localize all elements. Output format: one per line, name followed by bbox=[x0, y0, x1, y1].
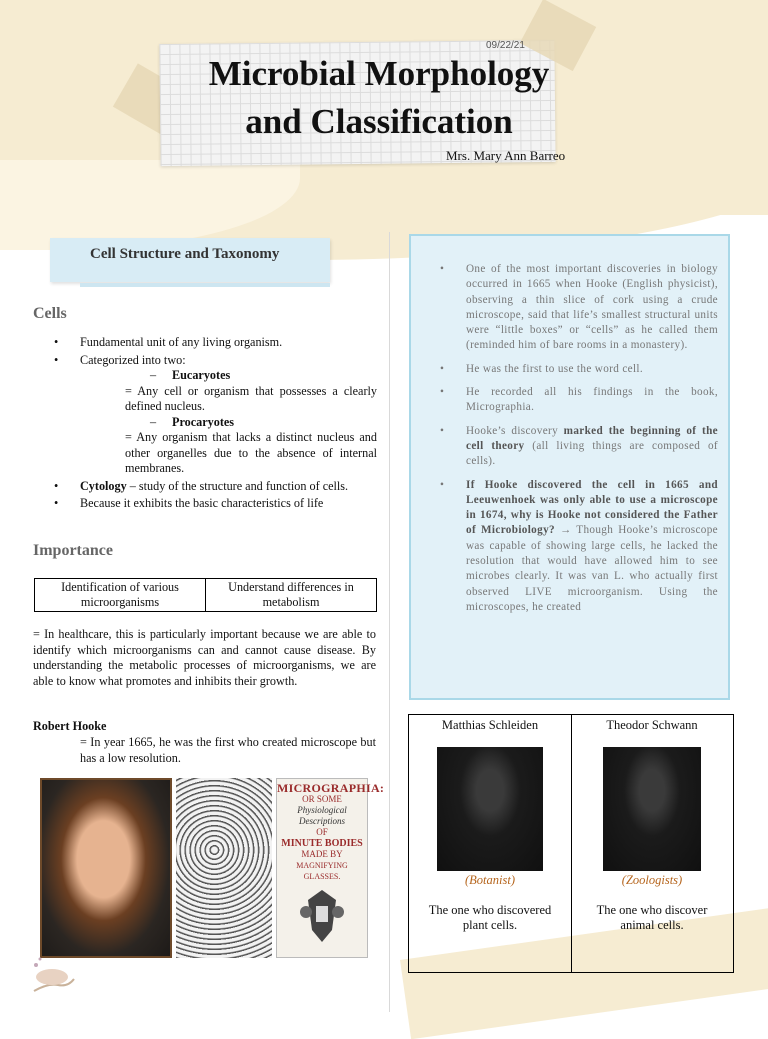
micrographia-line: MINUTE BODIES bbox=[281, 838, 363, 849]
section-tag-label: Cell Structure and Taxonomy bbox=[90, 246, 280, 262]
author: Mrs. Mary Ann Barreo bbox=[446, 148, 566, 163]
eucaryotes-term: Eucaryotes bbox=[172, 368, 231, 382]
crest-icon bbox=[292, 886, 352, 948]
importance-paragraph: = In healthcare, this is particularly important because we are able to identify which microorganisms can and cannot cause disease. By understanding the metabolic processes of microorganisms, we are able to know what promotes and inhibits their growth. bbox=[33, 627, 376, 688]
micrographia-line: MADE BY bbox=[301, 849, 343, 859]
importance-table bbox=[34, 578, 377, 612]
info-list bbox=[428, 262, 718, 623]
hooke-portrait bbox=[40, 778, 172, 958]
scientist-column bbox=[571, 715, 733, 972]
scientist-role: (Botanist) bbox=[465, 873, 515, 887]
section-tag-underline bbox=[80, 283, 330, 287]
micrographia-line: OR SOME bbox=[302, 794, 342, 804]
schwann-portrait bbox=[603, 747, 701, 871]
procaryotes-term: Procaryotes bbox=[172, 414, 235, 429]
date: 09/22/21 bbox=[486, 40, 525, 51]
hooke-images bbox=[40, 778, 385, 958]
scientists-table bbox=[408, 714, 734, 973]
title-line-2: and Classification bbox=[245, 102, 513, 141]
list-item: • One of the most important discoveries in biology occurred in 1665 when Hooke (English physicist), observing a thin slice of cork using a crude microscope, said that life’s smallest structural units were “little boxes” or “cells” as he called them (reminded him of bare rooms in a monastery). bbox=[428, 262, 718, 354]
list-item: • He recorded all his findings in the book, Micrographia. bbox=[428, 385, 718, 416]
importance-heading: Importance bbox=[33, 542, 113, 559]
micrographia-title: MICROGRAPHIA: bbox=[277, 781, 385, 795]
title-line-1: Microbial Morphology bbox=[208, 54, 550, 93]
scientist-name: Theodor Schwann bbox=[606, 718, 698, 732]
eucaryotes-desc: = Any cell or organism that possesses a clearly defined nucleus. bbox=[125, 383, 377, 413]
cytology-desc: – study of the structure and function of cells. bbox=[126, 478, 349, 493]
list-item bbox=[428, 424, 718, 470]
emphasis: marked the beginning of the cell theory bbox=[466, 424, 718, 452]
table-cell: Identification of various microorganisms bbox=[35, 579, 206, 612]
cytology-term: Cytology bbox=[80, 478, 127, 493]
scientist-column bbox=[409, 715, 572, 972]
list-item bbox=[33, 479, 377, 495]
cells-heading: Cells bbox=[33, 305, 67, 322]
scientist-desc: The one who discover animal cells. bbox=[596, 903, 708, 932]
column-divider bbox=[389, 232, 390, 1012]
table-cell: Understand differences in metabolism bbox=[206, 579, 377, 612]
schleiden-portrait bbox=[437, 747, 543, 871]
answer: → Though Hooke’s microscope was capable of showing large cells, he lacked the resolution that would have allowed him to see microbes clearly. It was van L. who actually first observed LIVE microorganism. Using the microscopes, he created bbox=[466, 524, 718, 613]
text: (all living things are composed of cells). bbox=[466, 439, 718, 468]
cork-cells-image bbox=[176, 778, 272, 958]
procaryotes-label: – Procaryotes bbox=[150, 414, 235, 429]
list-item-text: • Categorized into two: bbox=[80, 352, 186, 367]
scientist-role: (Zoologists) bbox=[621, 873, 683, 887]
micrographia-line: OF bbox=[316, 827, 328, 837]
micrographia-cover bbox=[276, 778, 385, 958]
hooke-desc: = In year 1665, he was the first who created microscope but has a low resolution. bbox=[80, 735, 376, 765]
eucaryotes-label: – Eucaryotes bbox=[150, 368, 231, 382]
procaryotes-desc: = Any organism that lacks a distinct nucleus and other organelles due to the absence of internal membranes. bbox=[125, 430, 377, 475]
scientist-desc: The one who discovered plant cells. bbox=[428, 903, 552, 932]
question: If Hooke discovered the cell in 1665 and Leeuwenhoek was only able to use a microscope in 1674, why is Hooke not considered the Father of Microbiology? bbox=[466, 478, 718, 537]
flower-decoration-icon bbox=[28, 955, 76, 995]
list-item: • Because it exhibits the basic characteristics of life bbox=[33, 496, 377, 512]
list-item: • He was the first to use the word cell. bbox=[428, 362, 718, 377]
micrographia-line: Physiological Descriptions bbox=[297, 805, 347, 826]
list-item bbox=[33, 353, 377, 477]
list-item: • Fundamental unit of any living organism. bbox=[33, 335, 377, 351]
micrographia-line: MAGNIFYING GLASSES. bbox=[296, 861, 348, 881]
scientist-name: Matthias Schleiden bbox=[441, 718, 539, 732]
page-title bbox=[160, 50, 598, 146]
list-item bbox=[428, 478, 718, 616]
text: Hooke’s discovery bbox=[466, 424, 564, 437]
hooke-name: Robert Hooke bbox=[33, 719, 107, 733]
cells-list bbox=[33, 335, 377, 514]
